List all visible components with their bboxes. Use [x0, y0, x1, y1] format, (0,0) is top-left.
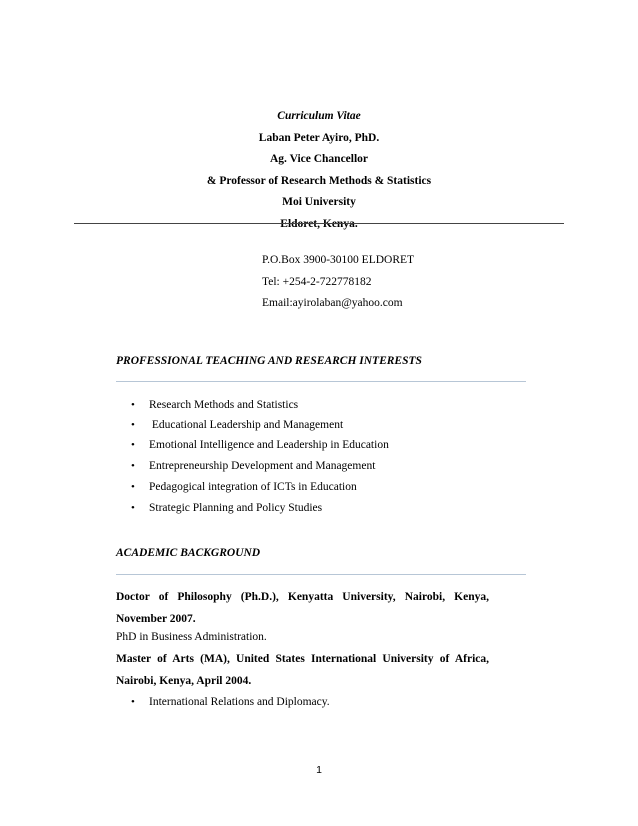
interests-divider — [116, 381, 526, 382]
position-vice-chancellor: Ag. Vice Chancellor — [269, 153, 369, 165]
list-item: • Emotional Intelligence and Leadership in Education — [131, 439, 389, 451]
bullet-icon: • — [131, 419, 135, 431]
academic-divider — [116, 574, 526, 575]
bullet-icon: • — [131, 696, 135, 708]
institution-location: Eldoret, Kenya. — [280, 217, 358, 230]
cv-header — [0, 106, 638, 235]
bullet-icon: • — [131, 439, 135, 451]
list-item: • Strategic Planning and Policy Studies — [131, 502, 323, 514]
phd-entry: Doctor of Philosophy (Ph.D.), Kenyatta University, Nairobi, Kenya, November 2007. — [116, 591, 489, 625]
bullet-icon: • — [131, 399, 135, 411]
list-item: • Entrepreneurship Development and Management — [131, 460, 376, 472]
page-number: 1 — [316, 764, 322, 776]
list-item: • Research Methods and Statistics — [131, 399, 299, 411]
list-item: • Educational Leadership and Management — [131, 419, 344, 431]
contact-pobox: P.O.Box 3900-30100 ELDORET — [262, 254, 415, 266]
document-title: Curriculum Vitae — [277, 110, 361, 122]
interests-heading: PROFESSIONAL TEACHING AND RESEARCH INTERESTS — [116, 355, 422, 367]
position-professor: & Professor of Research Methods & Statistics — [206, 174, 432, 187]
phd-detail: PhD in Business Administration. — [116, 631, 267, 643]
header-divider — [74, 223, 564, 224]
bullet-icon: • — [131, 460, 135, 472]
ma-entry: Master of Arts (MA), United States International University of Africa, Nairobi, Kenya, April 2004. — [116, 653, 489, 687]
institution-name: Moi University — [282, 196, 356, 208]
list-item: • International Relations and Diplomacy. — [131, 696, 330, 708]
bullet-icon: • — [131, 502, 135, 514]
person-name: Laban Peter Ayiro, PhD. — [258, 131, 380, 144]
academic-heading: ACADEMIC BACKGROUND — [116, 547, 261, 559]
contact-phone: Tel: +254-2-722778182 — [262, 275, 372, 288]
contact-block — [262, 250, 414, 315]
bullet-icon: • — [131, 481, 135, 493]
list-item: • Pedagogical integration of ICTs in Education — [131, 481, 357, 493]
contact-email: Email:ayirolaban@yahoo.com — [262, 297, 403, 309]
